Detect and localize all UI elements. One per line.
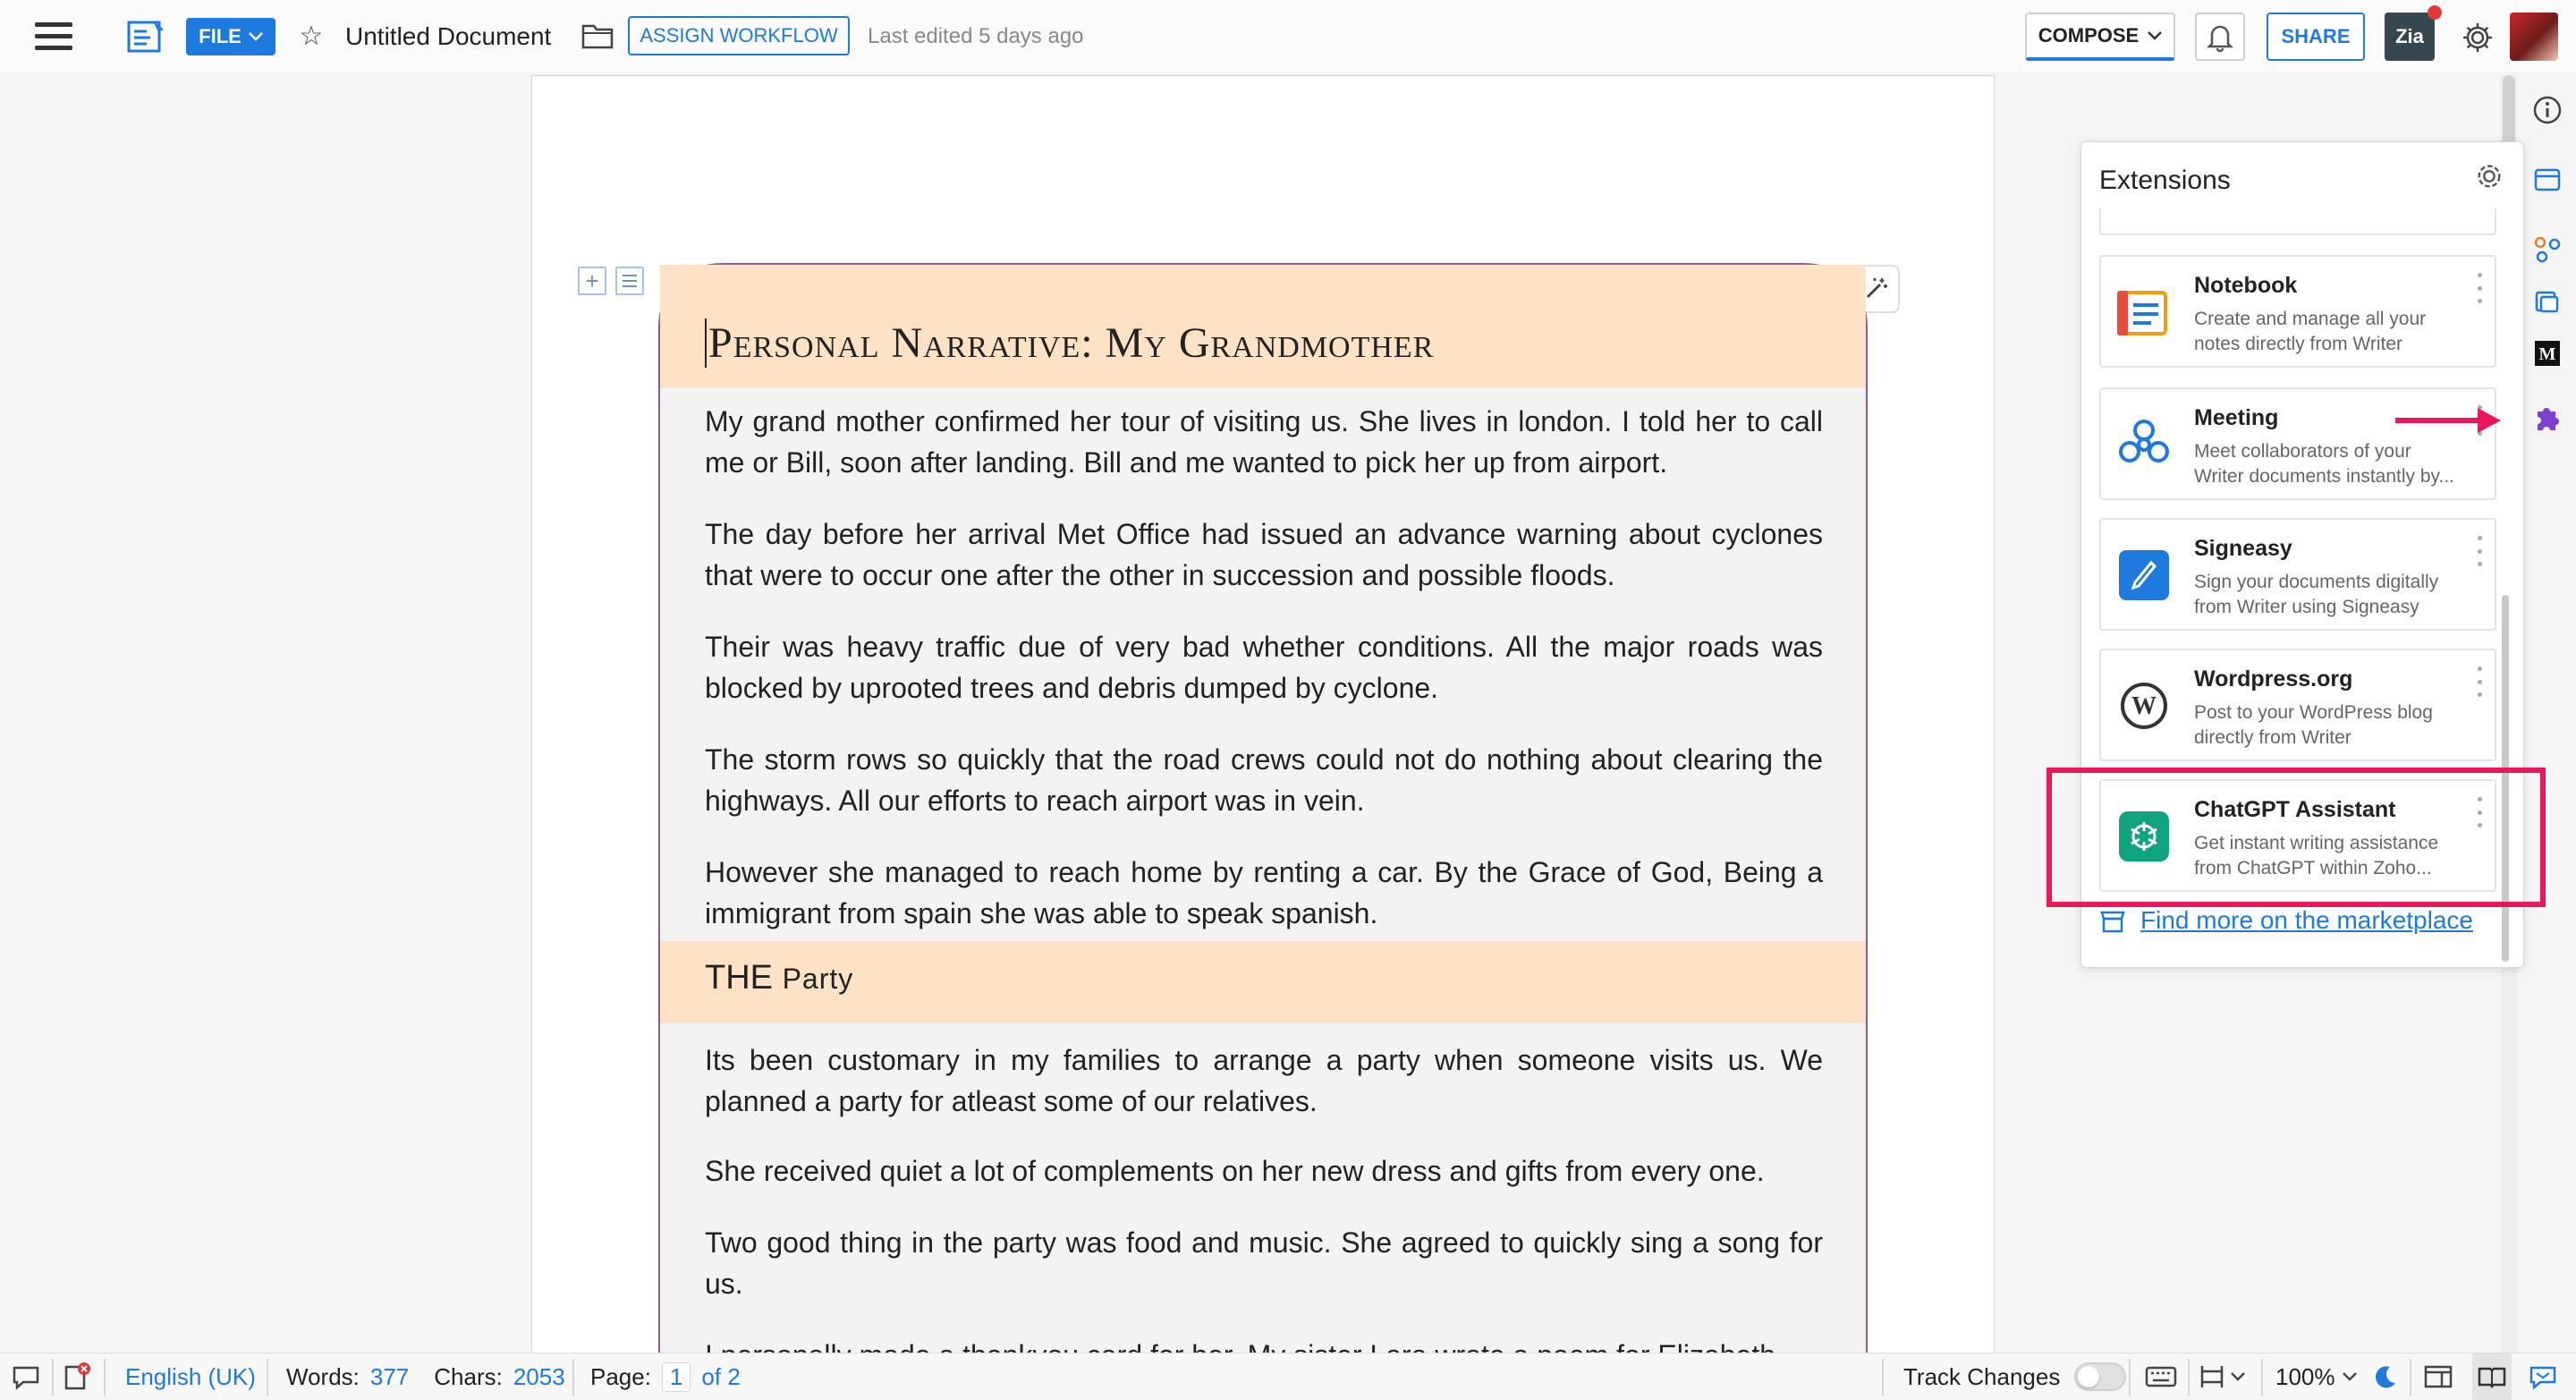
chevron-down-icon (2343, 1372, 2357, 1381)
description-line: Create and manage all your (2194, 309, 2427, 329)
word-count[interactable] (286, 1353, 565, 1400)
settings-gear-icon[interactable] (2456, 16, 2499, 59)
extension-name: Signeasy (2194, 536, 2292, 561)
extension-description (2194, 570, 2471, 620)
page-layout-icon (2199, 1362, 2225, 1391)
more-options-icon[interactable] (2473, 666, 2486, 697)
hamburger-menu-icon[interactable] (32, 18, 75, 54)
layout-menu-button[interactable] (2199, 1353, 2245, 1400)
share-button[interactable]: SHARE (2267, 13, 2365, 61)
track-changes-label: Track Changes (1903, 1362, 2061, 1390)
side-panel-view-icon[interactable] (2424, 1353, 2453, 1400)
feedback-icon[interactable] (2528, 1353, 2558, 1400)
file-label: FILE (199, 25, 242, 47)
wordpress-icon (2115, 677, 2173, 734)
notifications-bell-icon[interactable] (2195, 13, 2245, 61)
paragraph[interactable]: The storm rows so quickly that the road crews could not do nothing about clearing the highways. All our efforts to reach airport was in vein. (705, 743, 1823, 817)
extension-description (2194, 700, 2471, 751)
medium-icon[interactable] (2530, 336, 2564, 370)
store-icon (2099, 907, 2126, 934)
extension-card-wordpress[interactable] (2099, 649, 2496, 761)
block-tools (578, 267, 644, 295)
status-bar (0, 1353, 2576, 1399)
dark-mode-moon-icon[interactable] (2372, 1353, 2399, 1400)
zoom-value: 100% (2275, 1362, 2335, 1390)
document-title[interactable]: Untitled Document (345, 22, 552, 50)
folder-icon[interactable] (580, 18, 615, 54)
user-avatar[interactable] (2510, 13, 2558, 61)
paragraph[interactable]: Its been customary in my families to arrange a party when someone visits us. We planned a party for atleast some of our relatives. (705, 1044, 1823, 1117)
signeasy-icon (2115, 547, 2173, 604)
extensions-puzzle-icon[interactable] (2530, 401, 2564, 435)
extension-description (2194, 307, 2471, 357)
paragraph[interactable]: The day before her arrival Met Office had issued an advance warning about cyclones that were to occur one after the other in succession and possible floods. (705, 518, 1823, 591)
description-line: Meet collaborators of your (2194, 441, 2411, 462)
page-total: of 2 (701, 1362, 741, 1390)
extensions-title: Extensions (2099, 165, 2231, 195)
extensions-settings-gear-icon[interactable] (2473, 160, 2509, 196)
assign-workflow-button[interactable]: ASSIGN WORKFLOW (628, 16, 850, 55)
paragraph[interactable]: Their was heavy traffic due of very bad whether conditions. All the major roads was blocked by uprooted trees and debris dumped by cyclone. (705, 631, 1823, 704)
workflow-icon[interactable] (2530, 233, 2564, 267)
paragraph[interactable]: My grand mother confirmed her tour of visiting us. She lives in london. I told her to call me or Bill, soon after landing. Bill and me wanted to pick her up from airport. (705, 405, 1823, 479)
page-label: Page: (590, 1362, 651, 1390)
extension-name: Wordpress.org (2194, 666, 2353, 692)
annotation-highlight-box (2046, 768, 2546, 907)
more-options-icon[interactable] (2473, 536, 2486, 566)
paragraph[interactable]: She received quiet a lot of complements on her new dress and gifts from every one. (705, 1155, 1765, 1187)
extension-card-partial[interactable] (2099, 208, 2496, 235)
writer-logo-icon[interactable] (125, 16, 168, 55)
last-edited-text: Last edited 5 days ago (868, 24, 1084, 48)
description-line: Post to your WordPress blog (2194, 702, 2433, 723)
top-toolbar (0, 0, 2576, 72)
chevron-down-icon (2148, 31, 2162, 40)
svg-text:W: W (2131, 692, 2157, 720)
document-content-frame[interactable] (658, 263, 1868, 1354)
description-line: from Writer using Signeasy (2194, 597, 2419, 617)
track-changes-toggle[interactable] (2074, 1362, 2126, 1391)
description-line: notes directly from Writer (2194, 334, 2402, 354)
info-icon[interactable] (2530, 93, 2564, 127)
words-value: 377 (369, 1362, 410, 1390)
compose-button[interactable] (2025, 13, 2175, 61)
notebook-icon (2115, 284, 2173, 341)
paragraph[interactable]: However she managed to reach home by renting a car. By the Grace of God, Being a immigrant from spain she was able to speak spanish. (705, 856, 1823, 929)
document-status-icon[interactable] (63, 1353, 91, 1400)
chevron-down-icon (2231, 1372, 2245, 1381)
zoom-selector[interactable] (2275, 1353, 2357, 1400)
chevron-down-icon (249, 32, 263, 41)
right-sidebar (2519, 75, 2576, 1354)
annotation-arrow-icon (2395, 404, 2503, 437)
zia-assistant-button[interactable]: Zia (2385, 13, 2435, 61)
extension-card-signeasy[interactable] (2099, 518, 2496, 631)
description-line: Writer documents instantly by... (2194, 466, 2454, 487)
chat-icon[interactable] (11, 1353, 41, 1400)
star-favorite-icon[interactable]: ☆ (299, 21, 324, 51)
track-changes[interactable] (1903, 1353, 2126, 1400)
keyboard-icon[interactable] (2145, 1353, 2177, 1400)
heading-1[interactable]: Personal Narrative: My Grandmother (705, 318, 1434, 368)
comments-panel-icon[interactable] (2530, 163, 2564, 197)
heading-2-sub: Party (782, 963, 854, 995)
heading-2[interactable] (705, 959, 853, 997)
compose-label: COMPOSE (2038, 24, 2140, 47)
file-menu-button[interactable] (186, 18, 275, 55)
meeting-icon (2115, 416, 2173, 473)
block-format-icon[interactable] (615, 267, 644, 295)
extension-description (2194, 439, 2471, 489)
marketplace-link-row[interactable] (2099, 906, 2473, 935)
paragraph[interactable]: Two good thing in the party was food and music. She agreed to quickly sing a song for us. (705, 1226, 1823, 1300)
description-line: Get instant writing assistance (2194, 833, 2439, 853)
description-line: Sign your documents digitally (2194, 572, 2439, 592)
words-label: Words: (286, 1362, 360, 1390)
description-line: directly from Writer (2194, 727, 2351, 748)
language-selector[interactable]: English (UK) (125, 1362, 256, 1390)
extension-card-notebook[interactable] (2099, 255, 2496, 368)
review-icon[interactable] (2530, 284, 2564, 318)
page-indicator (590, 1353, 741, 1400)
chars-value: 2053 (513, 1362, 565, 1390)
extension-name: Notebook (2194, 273, 2298, 298)
svg-text:M: M (2538, 344, 2556, 364)
chars-label: Chars: (434, 1362, 503, 1390)
page-number-input[interactable]: 1 (662, 1362, 691, 1392)
heading-2-main: THE (705, 959, 773, 997)
marketplace-link[interactable]: Find more on the marketplace (2140, 906, 2473, 934)
description-line: from ChatGPT within Zoho... (2194, 858, 2432, 878)
extension-name: ChatGPT Assistant (2194, 797, 2396, 822)
add-block-icon[interactable]: + (578, 267, 606, 295)
more-options-icon[interactable] (2473, 273, 2486, 303)
book-view-icon[interactable] (2472, 1353, 2512, 1400)
extension-name: Meeting (2194, 405, 2279, 430)
notification-dot (2428, 5, 2442, 20)
